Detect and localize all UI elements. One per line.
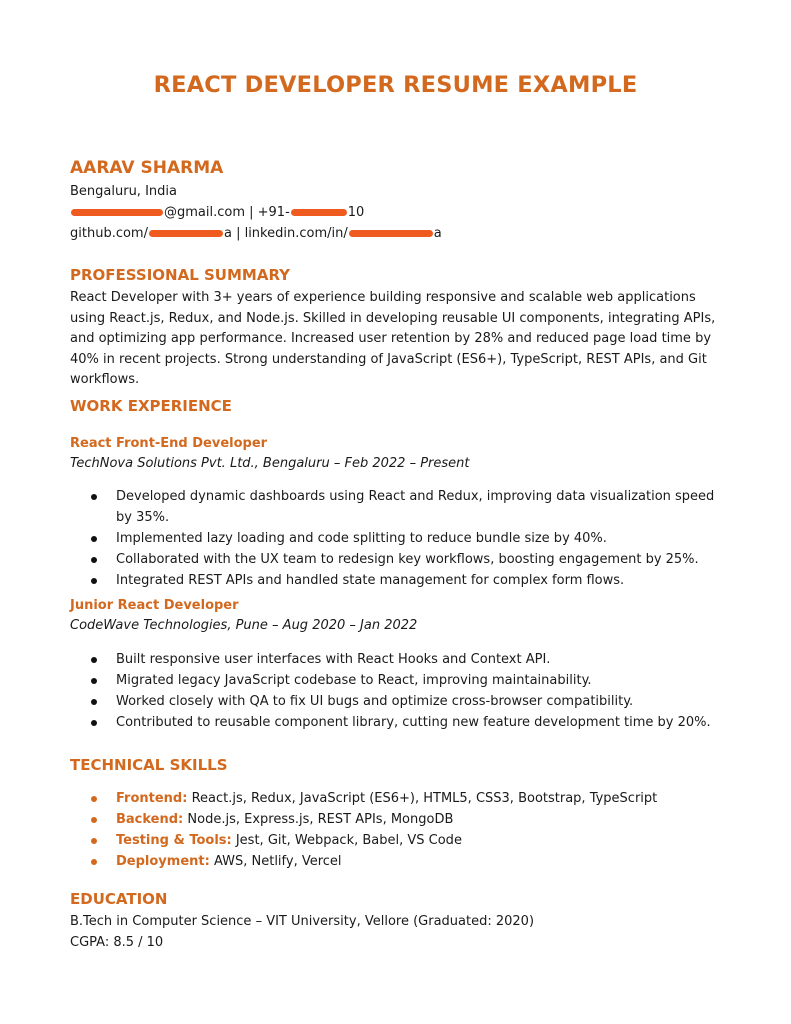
redacted-email-user bbox=[71, 209, 163, 216]
bullet-dot-icon bbox=[91, 678, 97, 684]
phone-suffix: 10 bbox=[347, 205, 365, 220]
job-bullets bbox=[70, 486, 720, 591]
bullet-dot-icon bbox=[91, 536, 97, 542]
bullet-text: Developed dynamic dashboards using React and Redux, improving data visualization speed by 35%. bbox=[116, 489, 715, 525]
bullet-text: Implemented lazy loading and code splitting to reduce bundle size by 40%. bbox=[116, 531, 607, 546]
list-item bbox=[70, 649, 720, 670]
skill-values: React.js, Redux, JavaScript (ES6+), HTML5, CSS3, Bootstrap, TypeScript bbox=[187, 791, 658, 806]
skill-category: Deployment: bbox=[116, 854, 210, 869]
bullet-text: Migrated legacy JavaScript codebase to React, improving maintainability. bbox=[116, 673, 592, 688]
job-bullets bbox=[70, 649, 720, 733]
job-title: React Front-End Developer bbox=[70, 436, 268, 451]
list-item bbox=[70, 670, 720, 691]
education-cgpa: CGPA: 8.5 / 10 bbox=[70, 935, 164, 950]
bullet-dot-icon bbox=[91, 859, 97, 865]
list-item bbox=[70, 712, 720, 733]
links-line bbox=[70, 224, 442, 244]
job-title: Junior React Developer bbox=[70, 598, 239, 613]
list-item bbox=[70, 809, 720, 830]
list-item bbox=[70, 851, 720, 872]
bullet-text: Collaborated with the UX team to redesign key workflows, boosting engagement by 25%. bbox=[116, 552, 699, 567]
email-domain-phone-prefix: @gmail.com | +91- bbox=[164, 205, 290, 220]
contact-line bbox=[70, 203, 364, 223]
bullet-dot-icon bbox=[91, 838, 97, 844]
education-heading: EDUCATION bbox=[70, 890, 168, 908]
list-item bbox=[70, 549, 720, 570]
summary-heading: PROFESSIONAL SUMMARY bbox=[70, 266, 291, 284]
bullet-dot-icon bbox=[91, 817, 97, 823]
bullet-text: Worked closely with QA to fix UI bugs and optimize cross-browser compatibility. bbox=[116, 694, 634, 709]
bullet-dot-icon bbox=[91, 699, 97, 705]
github-prefix: github.com/ bbox=[70, 226, 148, 241]
skill-values: Node.js, Express.js, REST APIs, MongoDB bbox=[183, 812, 454, 827]
redacted-github-user bbox=[149, 230, 223, 237]
bullet-dot-icon bbox=[91, 796, 97, 802]
redacted-phone bbox=[291, 209, 347, 216]
job-meta: TechNova Solutions Pvt. Ltd., Bengaluru – Feb 2022 – Present bbox=[70, 456, 470, 471]
skill-category: Backend: bbox=[116, 812, 184, 827]
job-meta: CodeWave Technologies, Pune – Aug 2020 – Jan 2022 bbox=[70, 618, 418, 633]
list-item bbox=[70, 528, 720, 549]
skill-values: Jest, Git, Webpack, Babel, VS Code bbox=[231, 833, 462, 848]
bullet-dot-icon bbox=[91, 557, 97, 563]
location: Bengaluru, India bbox=[70, 184, 177, 199]
list-item bbox=[70, 691, 720, 712]
bullet-dot-icon bbox=[91, 720, 97, 726]
github-linkedin-text: a | linkedin.com/in/ bbox=[223, 226, 348, 241]
summary-text: React Developer with 3+ years of experience building responsive and scalable web applications using React.js, Redux, and Node.js. Skilled in developing reusable UI components, integrating APIs, and optimizing app performance. Increased user retention by 28% and reduced page load time by 40% in recent projects. Strong understanding of JavaScript (ES6+), TypeScript, REST APIs, and Git workflows. bbox=[70, 290, 716, 387]
list-item bbox=[70, 830, 720, 851]
bullet-dot-icon bbox=[91, 494, 97, 500]
bullet-text: Contributed to reusable component library, cutting new feature development time by 20%. bbox=[116, 715, 711, 730]
skills-heading: TECHNICAL SKILLS bbox=[70, 756, 228, 774]
skills-list bbox=[70, 788, 720, 872]
candidate-name: AARAV SHARMA bbox=[70, 158, 224, 178]
list-item bbox=[70, 570, 720, 591]
education-degree: B.Tech in Computer Science – VIT University, Vellore (Graduated: 2020) bbox=[70, 914, 535, 929]
bullet-text: Built responsive user interfaces with React Hooks and Context API. bbox=[116, 652, 551, 667]
experience-heading: WORK EXPERIENCE bbox=[70, 397, 232, 415]
document-title: REACT DEVELOPER RESUME EXAMPLE bbox=[153, 72, 638, 98]
list-item bbox=[70, 486, 720, 528]
bullet-dot-icon bbox=[91, 657, 97, 663]
list-item bbox=[70, 788, 720, 809]
skill-category: Testing & Tools: bbox=[116, 833, 232, 848]
bullet-dot-icon bbox=[91, 578, 97, 584]
redacted-linkedin-user bbox=[349, 230, 433, 237]
linkedin-suffix: a bbox=[433, 226, 442, 241]
skill-values: AWS, Netlify, Vercel bbox=[209, 854, 342, 869]
skill-category: Frontend: bbox=[116, 791, 188, 806]
bullet-text: Integrated REST APIs and handled state management for complex form flows. bbox=[116, 573, 625, 588]
